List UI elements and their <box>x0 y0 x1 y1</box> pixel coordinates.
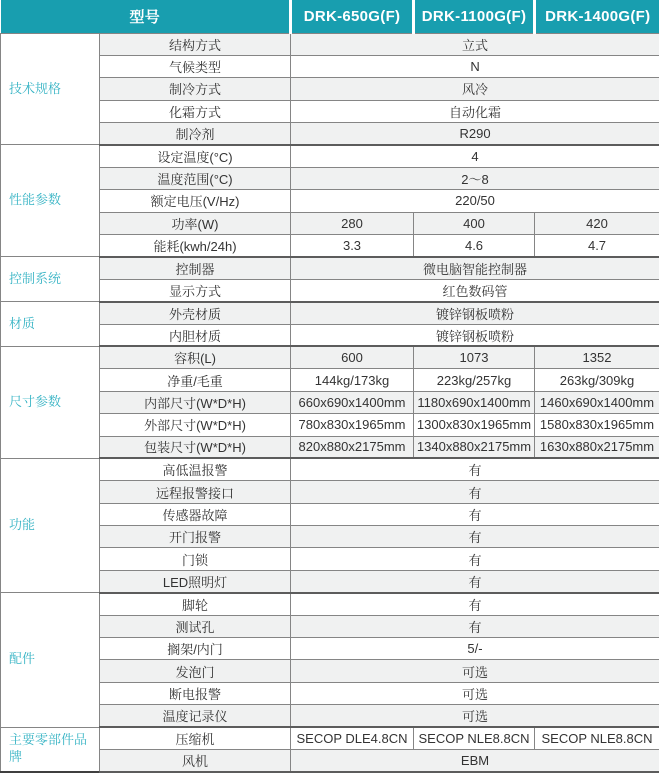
row-label: 净重/毛重 <box>100 369 291 391</box>
row-value-model-2: 263kg/309kg <box>535 369 659 391</box>
group-label-5: 功能 <box>1 458 100 592</box>
row-label: 开门报警 <box>100 526 291 548</box>
row-label: 温度范围(°C) <box>100 167 291 189</box>
table-row <box>1 548 659 570</box>
row-value-model-0: 280 <box>291 212 414 234</box>
table-row <box>1 503 659 525</box>
row-value: 微电脑智能控制器 <box>291 257 659 279</box>
table-row <box>1 570 659 592</box>
row-label: 包装尺寸(W*D*H) <box>100 436 291 458</box>
row-value: 220/50 <box>291 190 659 212</box>
table-row <box>1 638 659 660</box>
row-value: 2～8 <box>291 167 659 189</box>
row-label: 外壳材质 <box>100 302 291 324</box>
row-label: 发泡门 <box>100 660 291 682</box>
row-value: EBM <box>291 750 659 772</box>
row-label: 外部尺寸(W*D*H) <box>100 414 291 436</box>
table-row <box>1 190 659 212</box>
table-row <box>1 100 659 122</box>
row-value: 镀锌钢板喷粉 <box>291 324 659 346</box>
row-label: 内胆材质 <box>100 324 291 346</box>
row-value: 有 <box>291 570 659 592</box>
row-value: 有 <box>291 481 659 503</box>
group-label-4: 尺寸参数 <box>1 346 100 458</box>
row-label: 结构方式 <box>100 33 291 55</box>
row-label: 功率(W) <box>100 212 291 234</box>
table-row <box>1 750 659 772</box>
row-value: 4 <box>291 145 659 167</box>
row-value-model-2: 420 <box>535 212 659 234</box>
group-label-3: 材质 <box>1 302 100 347</box>
table-row <box>1 526 659 548</box>
table-row <box>1 123 659 145</box>
row-value: 可选 <box>291 682 659 704</box>
table-row <box>1 78 659 100</box>
table-row <box>1 55 659 77</box>
row-value: 有 <box>291 593 659 615</box>
model-column-header: 型号 <box>1 0 291 33</box>
spec-table-body <box>1 33 659 772</box>
row-label: 门锁 <box>100 548 291 570</box>
row-value-model-1: 400 <box>414 212 535 234</box>
table-row <box>1 391 659 413</box>
table-row <box>1 279 659 301</box>
row-label: 显示方式 <box>100 279 291 301</box>
row-value-model-1: 1073 <box>414 346 535 368</box>
row-value-model-2: SECOP NLE8.8CN <box>535 727 659 749</box>
row-label: 能耗(kwh/24h) <box>100 235 291 257</box>
header-row <box>1 0 659 33</box>
row-value-model-0: 780x830x1965mm <box>291 414 414 436</box>
table-row <box>1 727 659 749</box>
table-row <box>1 145 659 167</box>
row-label: 压缩机 <box>100 727 291 749</box>
row-value-model-1: SECOP NLE8.8CN <box>414 727 535 749</box>
model-header-0: DRK-650G(F) <box>291 0 414 33</box>
table-row <box>1 33 659 55</box>
row-value: 有 <box>291 458 659 480</box>
row-value-model-2: 1630x880x2175mm <box>535 436 659 458</box>
table-row <box>1 212 659 234</box>
table-row <box>1 167 659 189</box>
table-row <box>1 235 659 257</box>
row-value: 有 <box>291 503 659 525</box>
row-value: 5/- <box>291 638 659 660</box>
row-value-model-0: 3.3 <box>291 235 414 257</box>
row-value-model-0: SECOP DLE4.8CN <box>291 727 414 749</box>
row-label: 脚轮 <box>100 593 291 615</box>
table-row <box>1 346 659 368</box>
table-row <box>1 660 659 682</box>
row-value: 可选 <box>291 705 659 727</box>
row-value-model-2: 1460x690x1400mm <box>535 391 659 413</box>
row-value: 有 <box>291 526 659 548</box>
row-value-model-2: 4.7 <box>535 235 659 257</box>
row-label: 内部尺寸(W*D*H) <box>100 391 291 413</box>
group-label-7: 主要零部件品牌 <box>1 727 100 772</box>
row-value-model-1: 4.6 <box>414 235 535 257</box>
row-value-model-1: 1340x880x2175mm <box>414 436 535 458</box>
row-label: 气候类型 <box>100 55 291 77</box>
model-header-1: DRK-1100G(F) <box>414 0 535 33</box>
group-label-2: 控制系统 <box>1 257 100 302</box>
row-label: 化霜方式 <box>100 100 291 122</box>
table-row <box>1 481 659 503</box>
table-row <box>1 593 659 615</box>
row-label: 控制器 <box>100 257 291 279</box>
row-value-model-0: 144kg/173kg <box>291 369 414 391</box>
row-label: 风机 <box>100 750 291 772</box>
table-row <box>1 369 659 391</box>
row-label: 额定电压(V/Hz) <box>100 190 291 212</box>
row-label: 设定温度(°C) <box>100 145 291 167</box>
row-value-model-2: 1352 <box>535 346 659 368</box>
row-value: 有 <box>291 548 659 570</box>
row-value: 可选 <box>291 660 659 682</box>
row-value-model-1: 1180x690x1400mm <box>414 391 535 413</box>
table-row <box>1 458 659 480</box>
table-row <box>1 682 659 704</box>
row-value-model-1: 1300x830x1965mm <box>414 414 535 436</box>
row-value: 红色数码管 <box>291 279 659 301</box>
row-label: 制冷剂 <box>100 123 291 145</box>
table-row <box>1 414 659 436</box>
row-label: 断电报警 <box>100 682 291 704</box>
row-value: N <box>291 55 659 77</box>
row-value: 镀锌钢板喷粉 <box>291 302 659 324</box>
row-label: 传感器故障 <box>100 503 291 525</box>
row-value-model-0: 660x690x1400mm <box>291 391 414 413</box>
row-value: 有 <box>291 615 659 637</box>
model-header-2: DRK-1400G(F) <box>535 0 659 33</box>
row-label: 容积(L) <box>100 346 291 368</box>
row-value-model-0: 600 <box>291 346 414 368</box>
row-value: R290 <box>291 123 659 145</box>
table-row <box>1 705 659 727</box>
table-row <box>1 436 659 458</box>
table-row <box>1 615 659 637</box>
row-label: LED照明灯 <box>100 570 291 592</box>
group-label-0: 技术规格 <box>1 33 100 145</box>
row-label: 测试孔 <box>100 615 291 637</box>
row-label: 制冷方式 <box>100 78 291 100</box>
table-row <box>1 324 659 346</box>
table-row <box>1 257 659 279</box>
row-label: 远程报警接口 <box>100 481 291 503</box>
row-value: 风冷 <box>291 78 659 100</box>
row-value: 立式 <box>291 33 659 55</box>
row-value: 自动化霜 <box>291 100 659 122</box>
row-value-model-2: 1580x830x1965mm <box>535 414 659 436</box>
row-label: 搁架/内门 <box>100 638 291 660</box>
row-label: 高低温报警 <box>100 458 291 480</box>
group-label-1: 性能参数 <box>1 145 100 257</box>
row-value-model-1: 223kg/257kg <box>414 369 535 391</box>
group-label-6: 配件 <box>1 593 100 727</box>
row-value-model-0: 820x880x2175mm <box>291 436 414 458</box>
table-row <box>1 302 659 324</box>
row-label: 温度记录仪 <box>100 705 291 727</box>
